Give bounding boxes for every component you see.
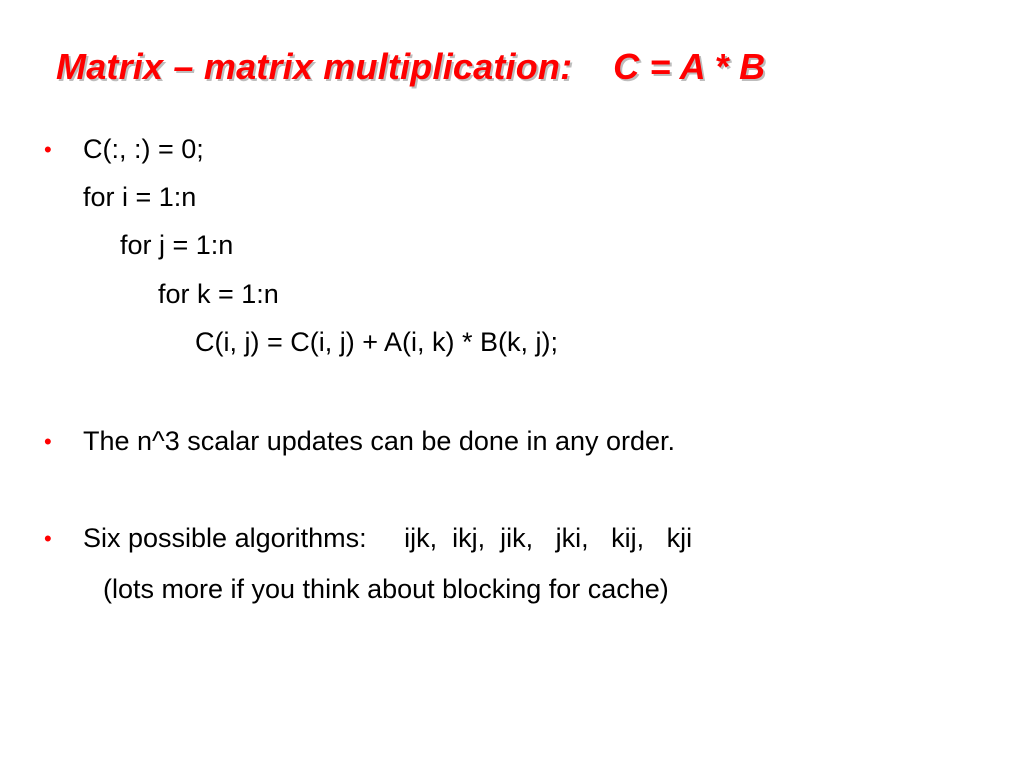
bullet-text-algorithms: Six possible algorithms: ijk, ikj, jik, jki, kij, kji: [83, 523, 693, 553]
code-line-init: C(:, :) = 0;: [83, 134, 204, 164]
bullet-text-cache-note: (lots more if you think about blocking for cache): [103, 574, 669, 604]
code-line-update: C(i, j) = C(i, j) + A(i, k) * B(k, j);: [195, 327, 559, 357]
slide-title: Matrix – matrix multiplication: C = A * B: [56, 46, 766, 87]
code-line-loop-j: for j = 1:n: [120, 230, 234, 260]
code-line-loop-k: for k = 1:n: [158, 279, 279, 309]
bullet-text-order: The n^3 scalar updates can be done in any order.: [83, 426, 676, 456]
bullet-icon: •: [44, 429, 52, 454]
code-line-loop-i: for i = 1:n: [83, 182, 197, 212]
bullet-icon: •: [44, 137, 52, 162]
bullet-icon: •: [44, 526, 52, 551]
